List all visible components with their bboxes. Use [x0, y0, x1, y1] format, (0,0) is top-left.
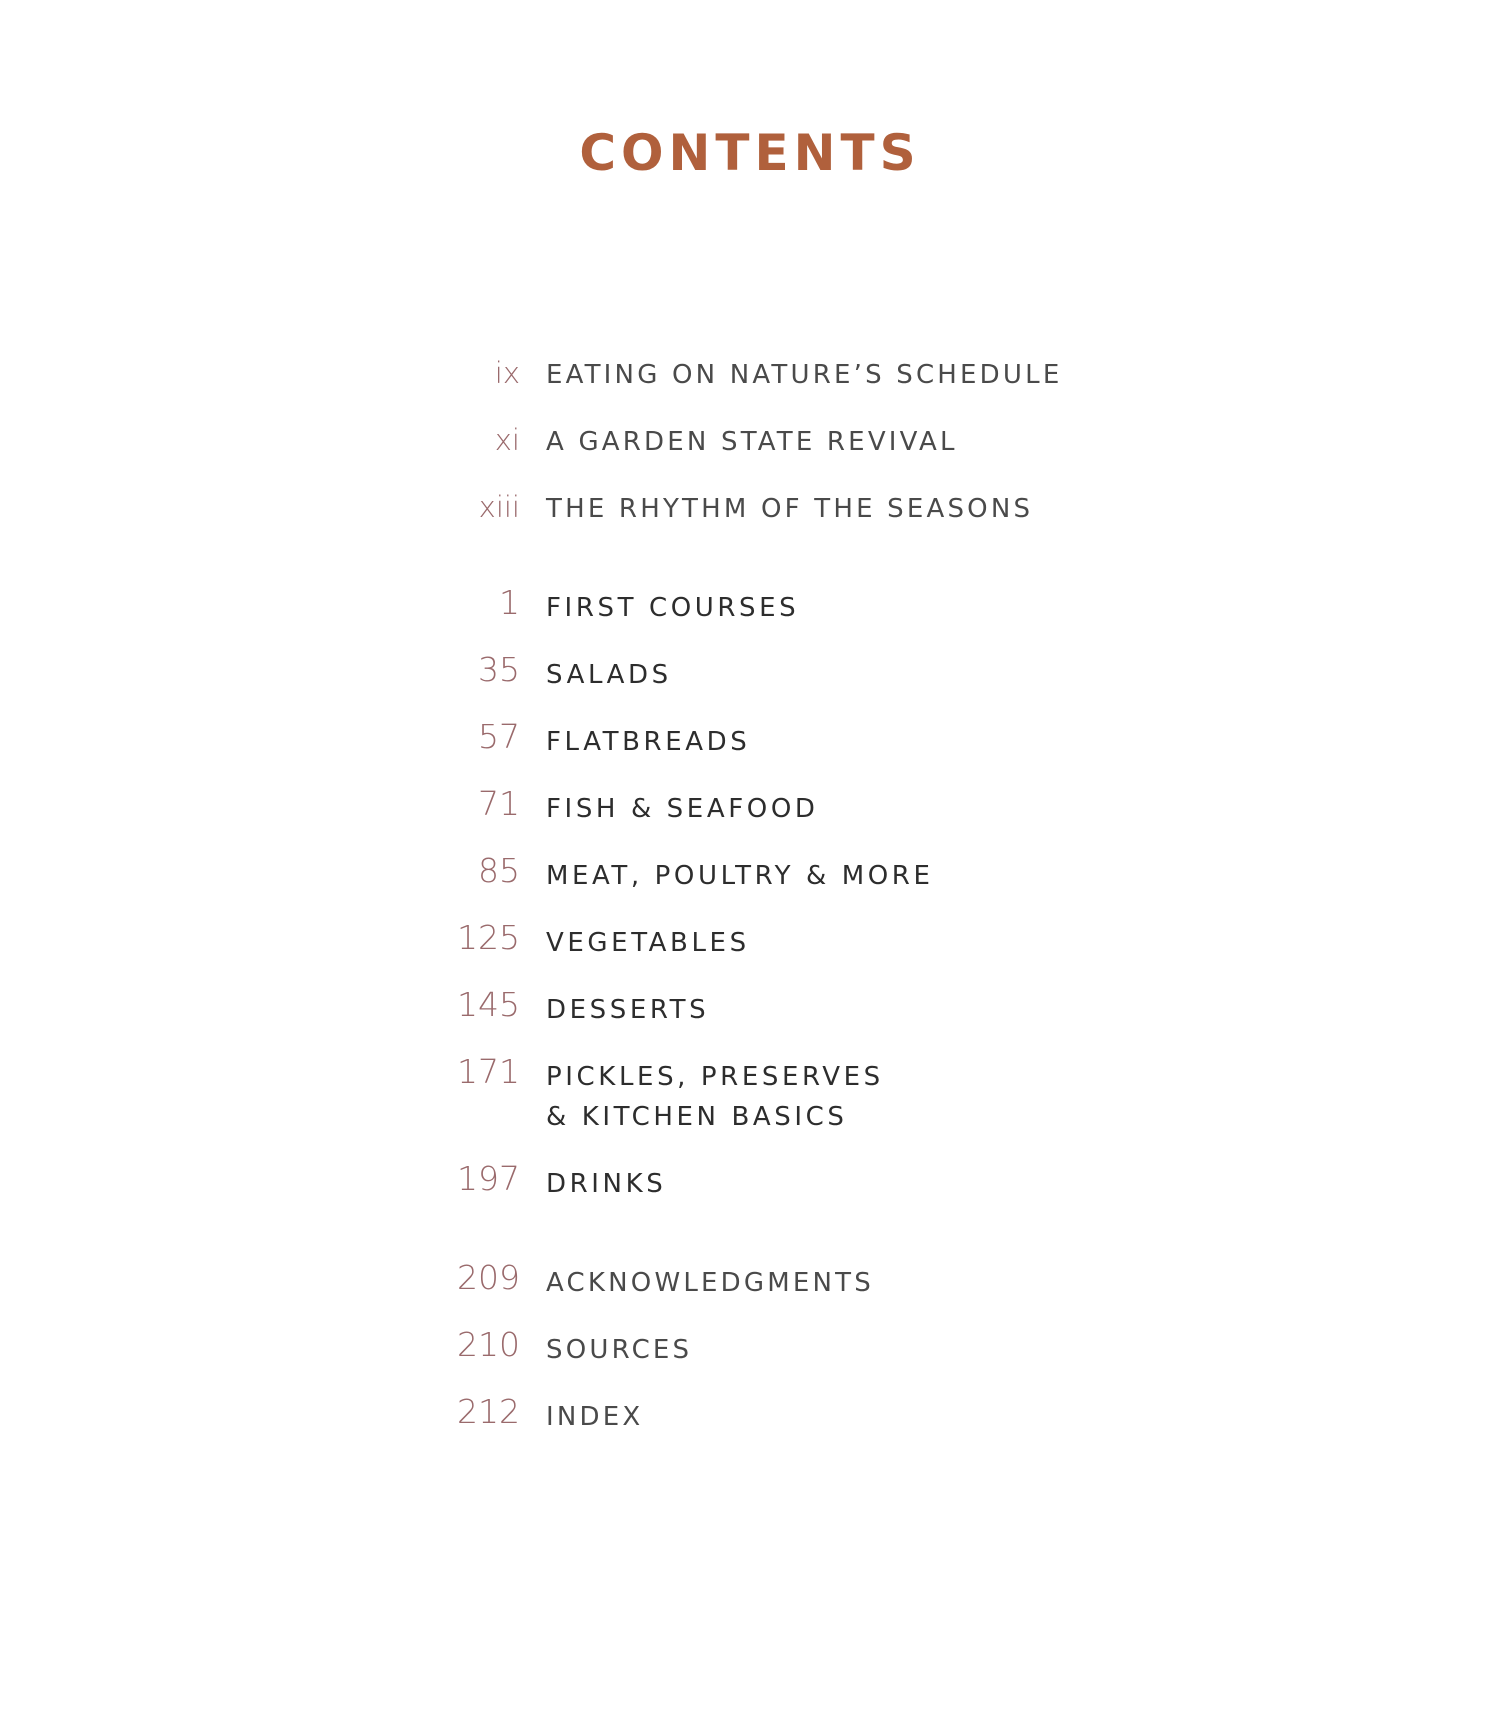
page-title: CONTENTS [579, 124, 921, 182]
toc-entry-chapter[interactable] [0, 1052, 1500, 1162]
toc-entry-back-matter[interactable] [0, 1325, 1500, 1393]
toc-title: EATING ON NATURE’S SCHEDULE [546, 360, 1063, 390]
toc-title: ACKNOWLEDGMENTS [546, 1268, 874, 1298]
toc-page-number: 145 [457, 985, 520, 1024]
toc-title: INDEX [546, 1402, 644, 1432]
toc-entry-front-matter[interactable] [0, 350, 1500, 418]
toc-title: FIRST COURSES [546, 593, 800, 623]
toc-title-line: PICKLES, PRESERVES [546, 1062, 884, 1092]
toc-title: SOURCES [546, 1335, 693, 1365]
toc-entry-back-matter[interactable] [0, 1258, 1500, 1326]
toc-page-number: 209 [457, 1258, 520, 1297]
toc-title: THE RHYTHM OF THE SEASONS [546, 494, 1034, 524]
toc-title: DESSERTS [546, 995, 710, 1025]
toc-title: FLATBREADS [546, 727, 751, 757]
toc-entry-chapter[interactable] [0, 1159, 1500, 1227]
toc-entry-back-matter[interactable] [0, 1392, 1500, 1460]
toc-title: DRINKS [546, 1169, 667, 1199]
toc-title: SALADS [546, 660, 672, 690]
toc-page-number: 171 [457, 1052, 520, 1091]
toc-page-number: 1 [499, 583, 520, 622]
toc-entry-chapter[interactable] [0, 717, 1500, 785]
toc-entry-chapter[interactable] [0, 784, 1500, 852]
toc-page-number: xi [494, 423, 520, 457]
toc-page-number: 57 [478, 717, 520, 756]
toc-title: MEAT, POULTRY & MORE [546, 861, 934, 891]
toc-page-number: 35 [478, 650, 520, 689]
toc-page-number: ix [494, 356, 520, 390]
toc-entry-front-matter[interactable] [0, 484, 1500, 552]
toc-title-line: & KITCHEN BASICS [546, 1102, 848, 1132]
toc-page-number: xiii [478, 490, 520, 524]
toc-page-number: 210 [457, 1325, 520, 1364]
toc-entry-chapter[interactable] [0, 918, 1500, 986]
toc-page-number: 197 [457, 1159, 520, 1198]
toc-page-number: 125 [457, 918, 520, 957]
toc-entry-chapter[interactable] [0, 985, 1500, 1053]
toc-page-number: 85 [478, 851, 520, 890]
toc-title [546, 1057, 884, 1137]
toc-entry-chapter[interactable] [0, 851, 1500, 919]
toc-title: A GARDEN STATE REVIVAL [546, 427, 958, 457]
toc-page-number: 71 [478, 784, 520, 823]
toc-entry-chapter[interactable] [0, 650, 1500, 718]
toc-page-number: 212 [457, 1392, 520, 1431]
toc-title: VEGETABLES [546, 928, 750, 958]
toc-title: FISH & SEAFOOD [546, 794, 819, 824]
toc-entry-front-matter[interactable] [0, 417, 1500, 485]
toc-entry-chapter[interactable] [0, 583, 1500, 651]
